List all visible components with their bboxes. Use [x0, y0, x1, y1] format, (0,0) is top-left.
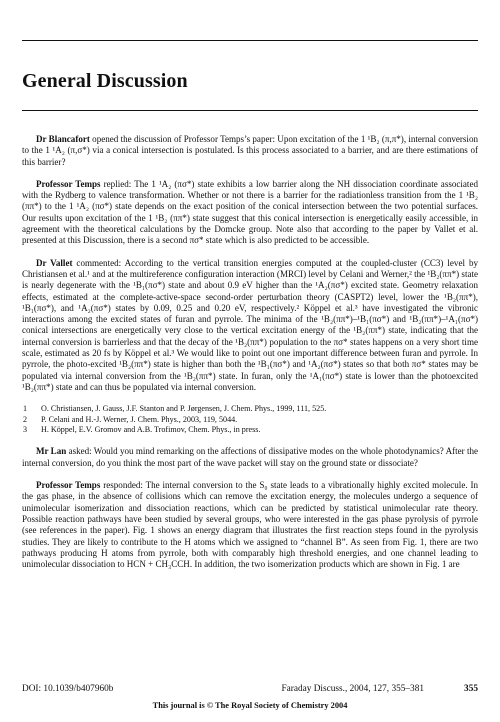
reference-number: 2 [23, 414, 28, 424]
copyright-notice: This journal is © The Royal Society of Chemistry 2004 [152, 701, 348, 710]
section-heading: General Discussion [22, 70, 188, 92]
page-number: 355 [464, 684, 478, 694]
journal-citation: Faraday Discuss., 2004, 127, 355–381 [281, 684, 424, 694]
reference-item [22, 425, 478, 435]
speaker: Dr Blancafort [36, 134, 90, 144]
doi-link[interactable]: DOI: 10.1039/b407960b [22, 684, 114, 694]
page-footer [22, 684, 478, 694]
speaker: Professor Temps [36, 480, 101, 491]
speaker: Professor Temps [36, 178, 101, 189]
reference-text: H. Köppel, E.V. Gromov and A.B. Trofimov, Chem. Phys., in press. [41, 425, 261, 435]
paragraph-lan [22, 446, 478, 469]
reference-number: 3 [23, 425, 28, 435]
paragraph-blancafort [22, 134, 478, 168]
heading-rule [22, 110, 478, 111]
reference-text: P. Celani and H.-J. Werner, J. Chem. Phys., 2003, 119, 5044. [41, 414, 238, 424]
reference-number: 1 [23, 404, 28, 414]
paragraph-text: commented: According to the vertical transition energies computed at the coupled-cluster (CC3) level by Christiansen et al.¹ and at the multireference configuration interaction (MRCI) level by Celani and Werner,² the ¹B₂(ππ*) state is nearly degenerate with the ¹B₁(πσ*) state and about 0.9 eV higher than the ¹A₂(πσ*) excited state. Geometry relaxation effects, estimated at the complete-active-space second-order perturbation theory (CASPT2) level, lower the ¹B₂(ππ*), ¹B₁(πσ*), and ¹A₂(πσ*) states by 0.09, 0.25 and 0.20 eV, respectively.² Köppel et al.³ have investigated the vibronic interactions among the excited states of furan and pyrrole. The minima of the ¹B₂(ππ*)–¹B₁(πσ*) and ¹B₂(ππ*)–¹A₁(πσ*) conical intersections are energetically very close to the vertical excitation energy of the ¹B₂(ππ*) state, indicating that the internal conversion is barrierless and that the decay of the ¹B₂(ππ*) population to the πσ* states happens on a very short time scale, estimated as 20 fs by Köppel et al.³ We would like to point out one important difference between furan and pyrrole. In pyrrole, the photo-excited ¹B₂(ππ*) state is higher than both the ¹B₁(πσ*) and ¹A₂(πσ*) states so that both πσ* states may be populated via internal conversion from the ¹B₂(ππ*) state. In furan, only the ¹A₁(πσ*) state is lower than the photoexcited ¹B₂(ππ*) state and can thus be populated via internal conversion. [22, 257, 478, 392]
paragraph-temps-reply [22, 179, 478, 247]
paragraph-text: replied: The 1 ¹A₂ (πσ*) state exhibits a low barrier along the NH dissociation coordinate associated with the Rydberg to valence transformation. Whether or not there is a barrier for the radiationless transition from the 1 ¹B₂ (ππ*) to the 1 ¹A₂ (πσ*) state depends on the exact position of the conical intersection between the two potential surfaces. Our results upon excitation of the 1 ¹B₂ (ππ*) state suggest that this conical intersection is energetically easily accessible, in agreement with the theoretical calculations by the Domcke group. Note also that according to the paper by Vallet et al. presented at this Discussion, there is a second πσ* state which is also predicted to be accessible. [22, 178, 478, 246]
paragraph-text: responded: The internal conversion to the S₀ state leads to a vibrationally highly excited molecule. In the gas phase, in the absence of collisions which can remove the excitation energy, the molecules undergo a sequence of unimolecular isomerization and dissociation reactions, which can be predicted by statistical unimolecular rate theory. Possible reaction pathways have been studied by several groups, who were interested in the gas phase pyrolysis of pyrrole (see references in the paper). Fig. 1 shows an energy diagram that illustrates the first reaction steps found in the pyrolysis studies. They are likely to contribute to the H atoms which we assigned to “channel B”. As seen from Fig. 1, there are two pathways producing H atoms from pyrrole, both with comparably high threshold energies, and one channel leading to unimolecular dissociation to HCN + CH₃CCH. In addition, the two isomerization products which are shown in Fig. 1 are [22, 480, 478, 570]
paragraph-text: opened the discussion of Professor Temps’s paper: Upon excitation of the 1 ¹B₂ (π,π*), internal conversion to the 1 ¹A₂ (π,σ*) via a conical intersection is postulated. Is this process associated to a barrier, and are there estimations of this barrier? [22, 134, 478, 167]
reference-item [22, 415, 478, 425]
reference-text: O. Christiansen, J. Gauss, J.F. Stanton and P. Jørgensen, J. Chem. Phys., 1999, 111, 525. [41, 404, 327, 414]
reference-list [22, 404, 478, 435]
paragraph-vallet [22, 258, 478, 394]
paragraph-text: asked: Would you mind remarking on the affections of dissipative modes on the whole photodynamics? After the internal conversion, do you think the most part of the wave packet will stay on the ground state or dissociate? [22, 446, 478, 468]
top-rule [22, 40, 478, 41]
reference-item [22, 404, 478, 414]
speaker: Mr Lan [36, 446, 67, 457]
speaker: Dr Vallet [36, 257, 73, 268]
paragraph-temps-response [22, 480, 478, 570]
discussion-body [22, 134, 478, 570]
